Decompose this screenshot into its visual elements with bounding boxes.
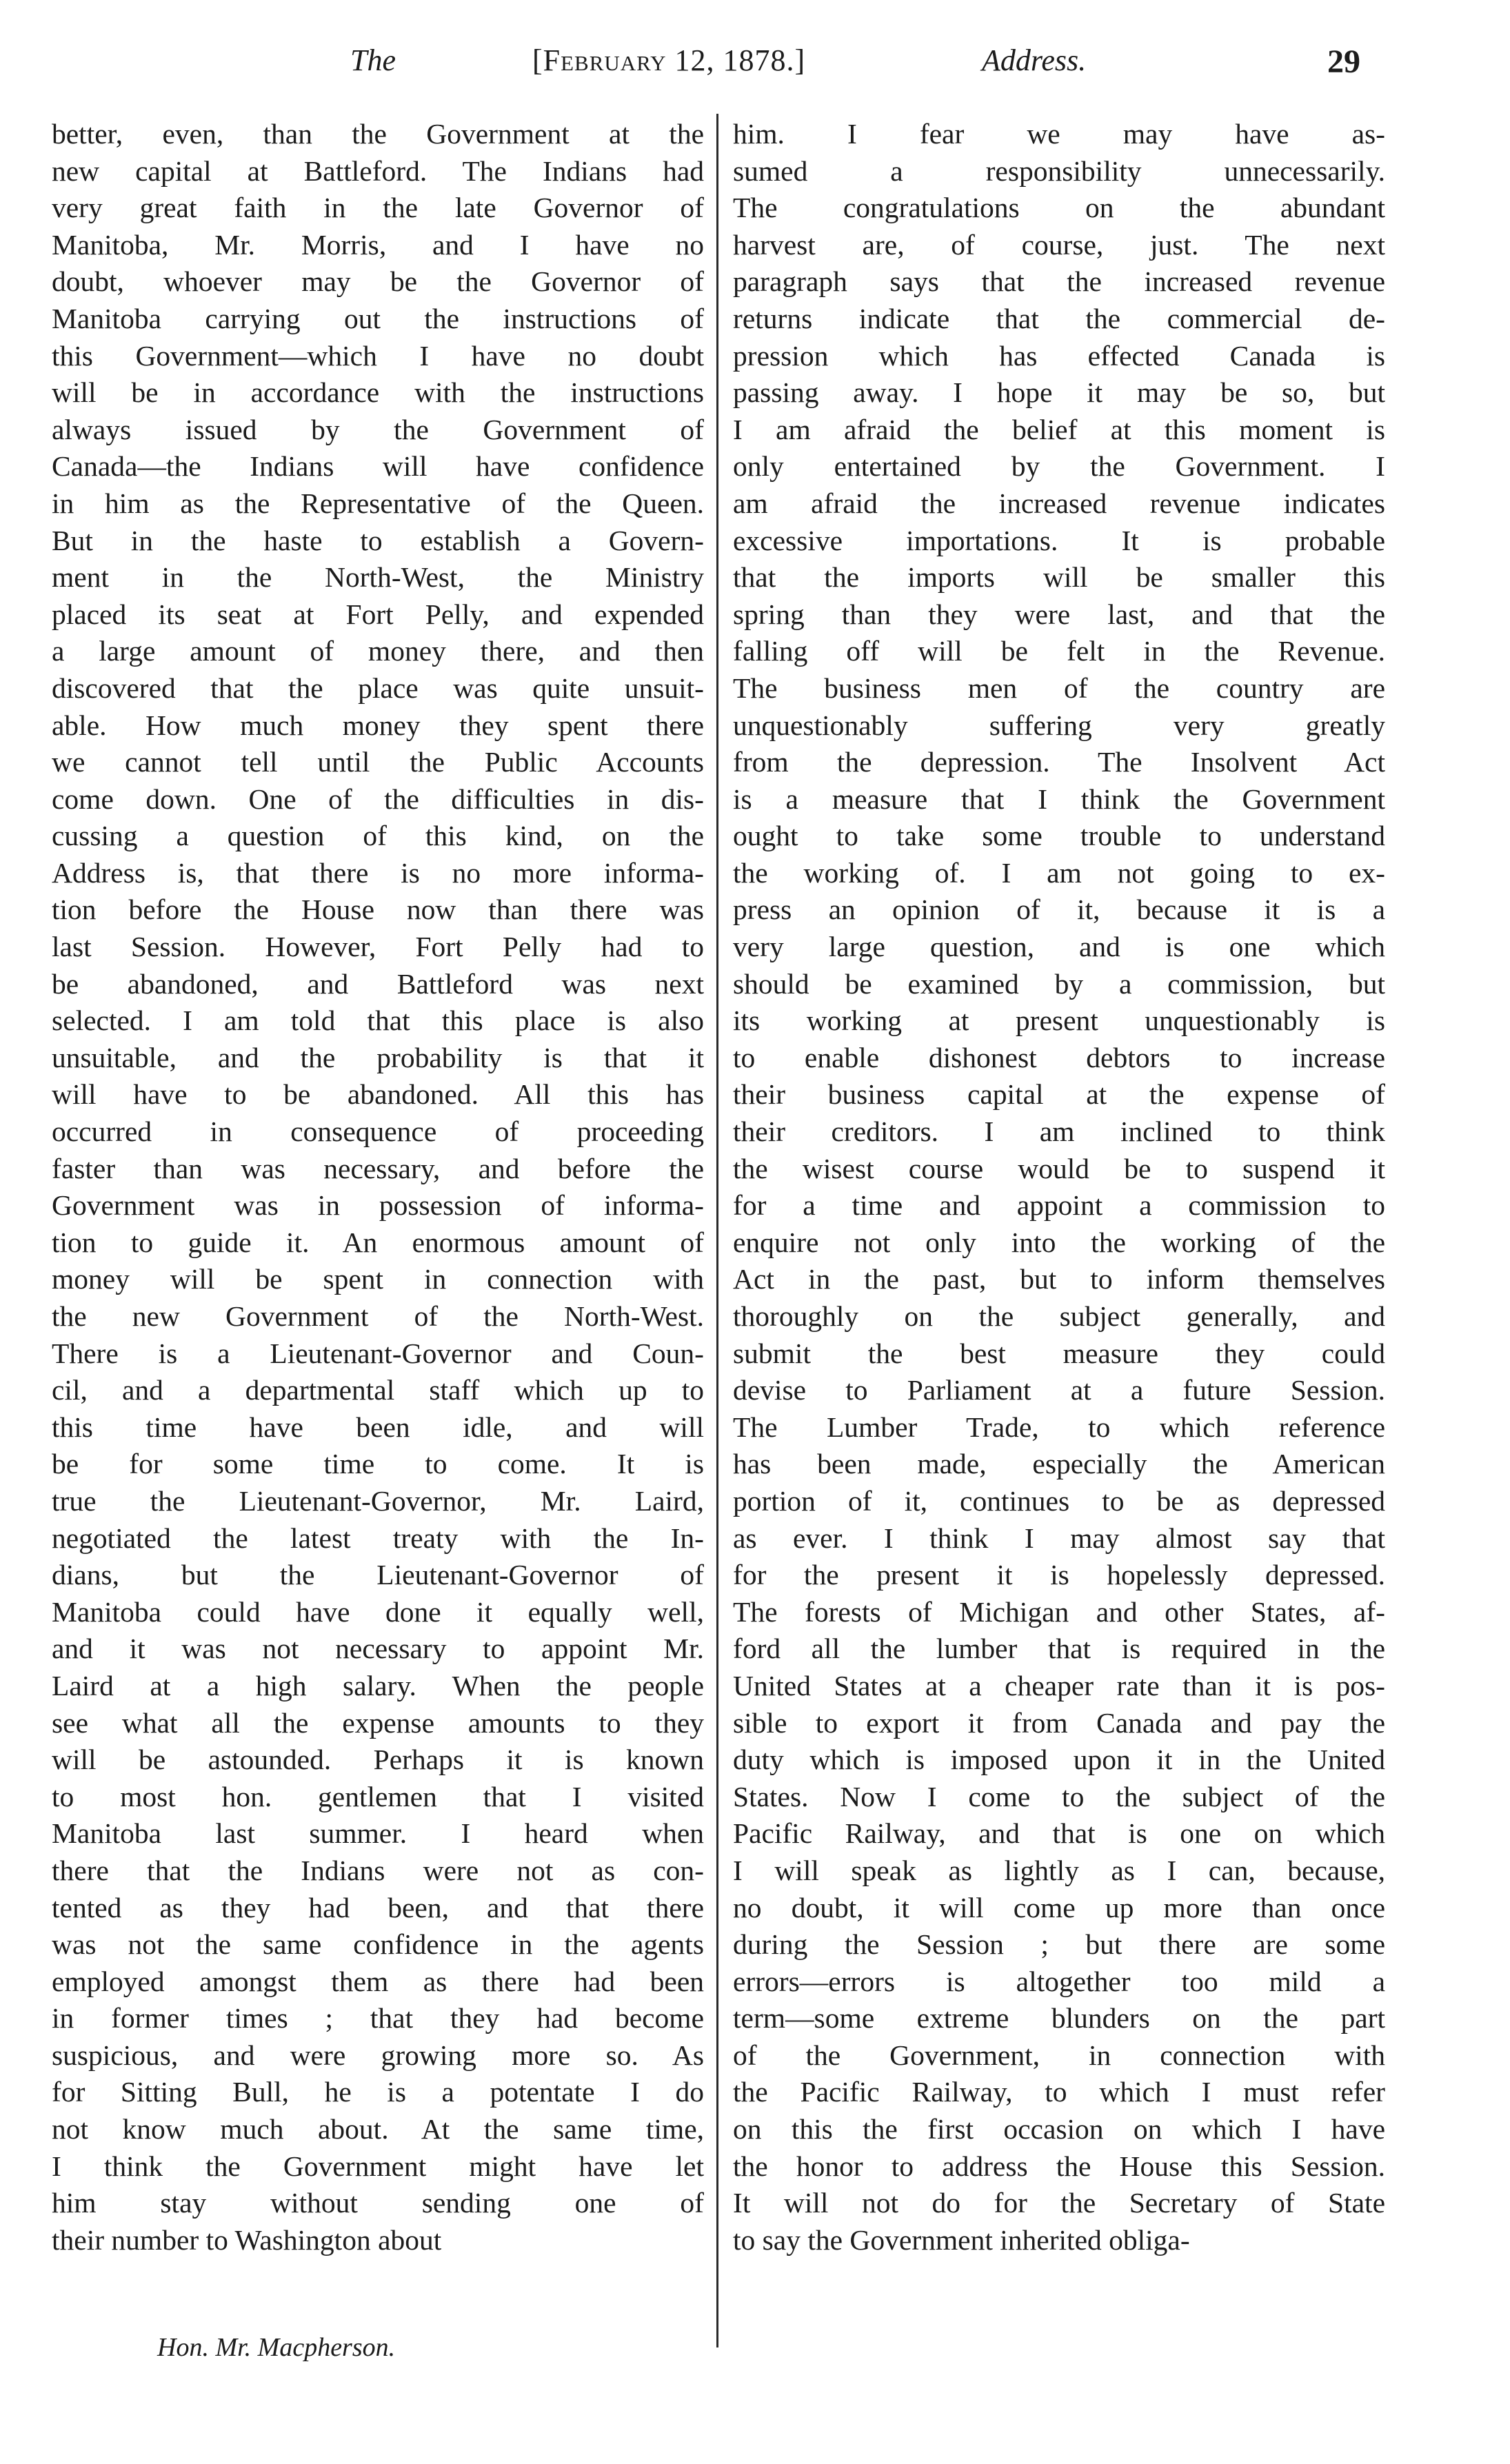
text-line: Government was in possession of informa- [52, 1189, 704, 1222]
text-line: States. Now I come to the subject of the [733, 1780, 1385, 1812]
text-line: their creditors. I am inclined to think [733, 1115, 1385, 1148]
text-line: always issued by the Government of [52, 413, 704, 445]
text-line: this Government—which I have no doubt [52, 339, 704, 372]
text-line: come down. One of the difficulties in dis- [52, 782, 704, 815]
text-line: excessive importations. It is probable [733, 524, 1385, 556]
text-line: The business men of the country are [733, 671, 1385, 704]
text-line: occurred in consequence of proceeding [52, 1115, 704, 1148]
text-line: Pacific Railway, and that is one on which [733, 1817, 1385, 1850]
text-line: is a measure that I think the Government [733, 782, 1385, 815]
text-line: to say the Government inherited obliga- [733, 2223, 1190, 2256]
header-date: [February 12, 1878.] [532, 43, 806, 77]
header-right-title: Address. [982, 43, 1087, 77]
text-line: doubt, whoever may be the Governor of [52, 265, 704, 298]
text-line: for Sitting Bull, he is a potentate I do [52, 2076, 704, 2108]
speaker-footer: Hon. Mr. Macpherson. [157, 2333, 396, 2362]
text-line: placed its seat at Fort Pelly, and expended [52, 598, 704, 630]
text-line: the honor to address the House this Session. [733, 2150, 1385, 2182]
text-line: harvest are, of course, just. The next [733, 228, 1385, 261]
text-line: him stay without sending one of [52, 2187, 704, 2219]
text-line: unquestionably suffering very greatly [733, 709, 1385, 741]
text-line: spring than they were last, and that the [733, 598, 1385, 630]
text-line: There is a Lieutenant-Governor and Coun- [52, 1337, 704, 1369]
text-line: tion to guide it. An enormous amount of [52, 1226, 704, 1258]
text-line: paragraph says that the increased revenue [733, 265, 1385, 298]
text-line: thoroughly on the subject generally, and [733, 1300, 1385, 1332]
text-line: from the depression. The Insolvent Act [733, 746, 1385, 778]
text-line: should be examined by a commission, but [733, 967, 1385, 1000]
text-line: devise to Parliament at a future Session. [733, 1374, 1385, 1406]
text-line: am afraid the increased revenue indicates [733, 487, 1385, 519]
text-line: for a time and appoint a commission to [733, 1189, 1385, 1222]
text-line: press an opinion of it, because it is a [733, 893, 1385, 926]
text-line: there that the Indians were not as con- [52, 1854, 704, 1886]
text-line: faster than was necessary, and before the [52, 1152, 704, 1184]
text-line: that the imports will be smaller this [733, 561, 1385, 594]
text-line: its working at present unquestionably is [733, 1004, 1385, 1037]
text-line: as ever. I think I may almost say that [733, 1522, 1385, 1554]
text-line: Laird at a high salary. When the people [52, 1669, 704, 1701]
text-line: the wisest course would be to suspend it [733, 1152, 1385, 1184]
text-line: and it was not necessary to appoint Mr. [52, 1633, 704, 1665]
text-line: only entertained by the Government. I [733, 450, 1385, 483]
text-line: enquire not only into the working of the [733, 1226, 1385, 1258]
text-line: returns indicate that the commercial de- [733, 302, 1385, 334]
text-line: new capital at Battleford. The Indians had [52, 154, 704, 187]
text-line: was not the same confidence in the agents [52, 1928, 704, 1961]
text-line: falling off will be felt in the Revenue. [733, 635, 1385, 667]
text-line: Act in the past, but to inform themselves [733, 1263, 1385, 1295]
text-line: The Lumber Trade, to which reference [733, 1411, 1385, 1443]
text-line: selected. I am told that this place is also [52, 1004, 704, 1037]
text-line: ford all the lumber that is required in the [733, 1633, 1385, 1665]
text-line: see what all the expense amounts to they [52, 1706, 704, 1739]
text-line: United States at a cheaper rate than it is pos- [733, 1669, 1385, 1701]
text-line: on this the first occasion on which I have [733, 2113, 1385, 2145]
text-line: dians, but the Lieutenant-Governor of [52, 1559, 704, 1591]
text-line: this time have been idle, and will [52, 1411, 704, 1443]
text-line: negotiated the latest treaty with the In- [52, 1522, 704, 1554]
text-line: cussing a question of this kind, on the [52, 820, 704, 852]
text-line: sible to export it from Canada and pay the [733, 1706, 1385, 1739]
text-line: to enable dishonest debtors to increase [733, 1041, 1385, 1073]
text-line: duty which is imposed upon it in the United [733, 1744, 1385, 1776]
text-line: last Session. However, Fort Pelly had to [52, 931, 704, 963]
text-line: no doubt, it will come up more than once [733, 1891, 1385, 1923]
text-line: the Pacific Railway, to which I must refer [733, 2076, 1385, 2108]
text-line: able. How much money they spent there [52, 709, 704, 741]
text-line: Manitoba last summer. I heard when [52, 1817, 704, 1850]
text-line: the working of. I am not going to ex- [733, 856, 1385, 889]
text-line: tented as they had been, and that there [52, 1891, 704, 1923]
text-line: be abandoned, and Battleford was next [52, 967, 704, 1000]
text-line: passing away. I hope it may be so, but [733, 376, 1385, 409]
text-line: The forests of Michigan and other States, af- [733, 1595, 1385, 1628]
text-line: him. I fear we may have as- [733, 118, 1385, 150]
header-left-title: The [350, 43, 396, 77]
text-line: we cannot tell until the Public Accounts [52, 746, 704, 778]
text-line: Manitoba carrying out the instructions of [52, 302, 704, 334]
text-line: portion of it, continues to be as depressed [733, 1484, 1385, 1517]
text-line: in former times ; that they had become [52, 2002, 704, 2034]
text-line: true the Lieutenant-Governor, Mr. Laird, [52, 1484, 704, 1517]
text-line: submit the best measure they could [733, 1337, 1385, 1369]
text-line: ought to take some trouble to understand [733, 820, 1385, 852]
text-line: their number to Washington about [52, 2223, 442, 2256]
text-line: I think the Government might have let [52, 2150, 704, 2182]
text-line: to most hon. gentlemen that I visited [52, 1780, 704, 1812]
text-line: pression which has effected Canada is [733, 339, 1385, 372]
page-number: 29 [1327, 43, 1360, 80]
text-line: It will not do for the Secretary of State [733, 2187, 1385, 2219]
text-line: not know much about. At the same time, [52, 2113, 704, 2145]
text-line: I am afraid the belief at this moment is [733, 413, 1385, 445]
text-line: Manitoba could have done it equally well, [52, 1595, 704, 1628]
text-line: their business capital at the expense of [733, 1078, 1385, 1111]
page-header [0, 43, 1510, 84]
text-line: will have to be abandoned. All this has [52, 1078, 704, 1111]
text-line: has been made, especially the American [733, 1448, 1385, 1480]
text-line: a large amount of money there, and then [52, 635, 704, 667]
text-line: employed amongst them as there had been [52, 1965, 704, 1997]
text-line: errors—errors is altogether too mild a [733, 1965, 1385, 1997]
text-line: will be astounded. Perhaps it is known [52, 1744, 704, 1776]
text-line: The congratulations on the abundant [733, 192, 1385, 224]
text-line: for the present it is hopelessly depressed. [733, 1559, 1385, 1591]
text-line: cil, and a departmental staff which up to [52, 1374, 704, 1406]
text-line: ment in the North-West, the Ministry [52, 561, 704, 594]
text-line: unsuitable, and the probability is that it [52, 1041, 704, 1073]
left-column [52, 116, 704, 2259]
text-line: of the Government, in connection with [733, 2039, 1385, 2071]
text-line: Canada—the Indians will have confidence [52, 450, 704, 483]
text-line: But in the haste to establish a Govern- [52, 524, 704, 556]
text-line: very large question, and is one which [733, 931, 1385, 963]
text-line: tion before the House now than there was [52, 893, 704, 926]
text-line: Manitoba, Mr. Morris, and I have no [52, 228, 704, 261]
text-line: during the Session ; but there are some [733, 1928, 1385, 1961]
text-line: sumed a responsibility unnecessarily. [733, 154, 1385, 187]
text-line: discovered that the place was quite unsuit- [52, 671, 704, 704]
column-divider [716, 114, 718, 2347]
text-line: in him as the Representative of the Queen. [52, 487, 704, 519]
text-line: be for some time to come. It is [52, 1448, 704, 1480]
text-line: money will be spent in connection with [52, 1263, 704, 1295]
text-line: will be in accordance with the instructions [52, 376, 704, 409]
text-line: I will speak as lightly as I can, because, [733, 1854, 1385, 1886]
text-line: better, even, than the Government at the [52, 118, 704, 150]
text-line: term—some extreme blunders on the part [733, 2002, 1385, 2034]
right-column [733, 116, 1385, 2259]
text-line: the new Government of the North-West. [52, 1300, 704, 1332]
text-line: suspicious, and were growing more so. As [52, 2039, 704, 2071]
text-line: very great faith in the late Governor of [52, 192, 704, 224]
text-line: Address is, that there is no more informa- [52, 856, 704, 889]
